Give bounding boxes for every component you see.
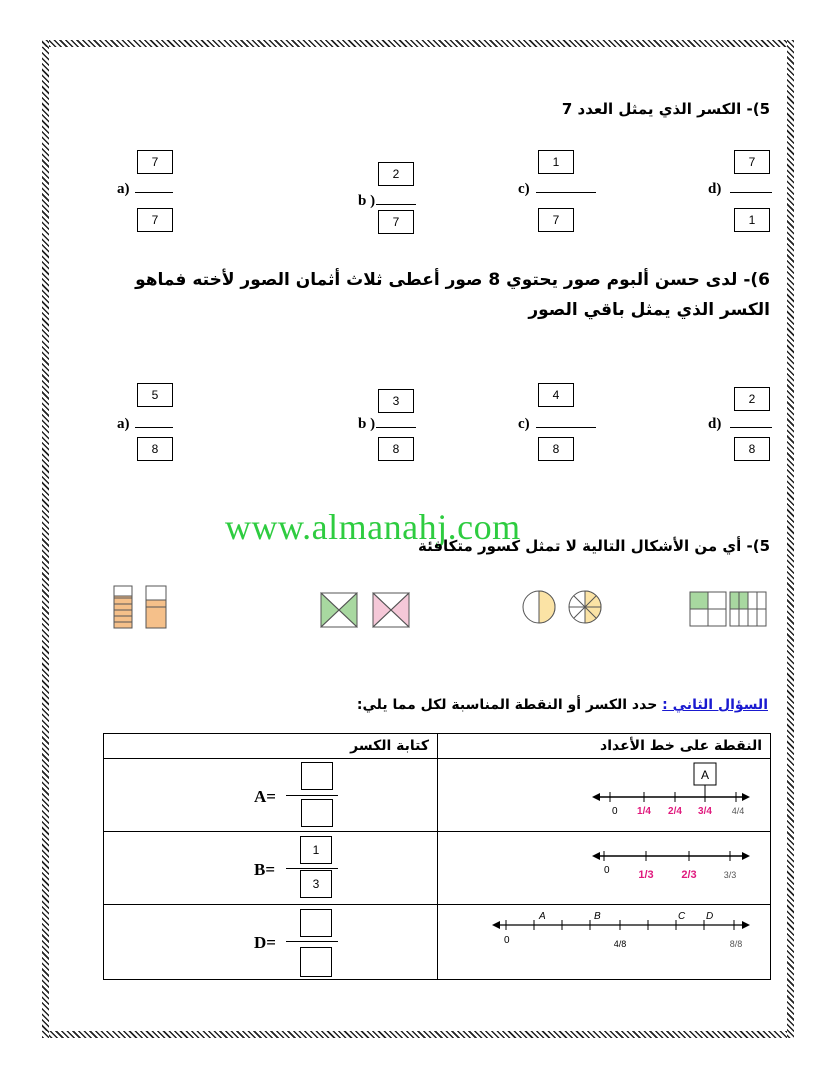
option-label: a) <box>117 416 130 432</box>
point-letter: B <box>594 911 601 922</box>
option-b[interactable] <box>358 381 468 471</box>
circles-shape[interactable] <box>523 591 601 623</box>
grid-shape[interactable] <box>690 592 766 626</box>
number-line-cell-d <box>438 905 771 980</box>
numerator-box: 7 <box>734 150 770 174</box>
option-label: b ) <box>358 416 376 432</box>
number-line-b <box>438 832 780 904</box>
denominator-box: 8 <box>378 437 414 461</box>
fraction-cell-d <box>104 905 438 980</box>
point-label: A <box>700 768 710 782</box>
denominator-box: 1 <box>734 208 770 232</box>
question-5b-title: 5)- أي من الأشكال التالية لا تمثل كسور متكافئة <box>418 537 770 555</box>
watermark: www.almanahj.com <box>225 507 521 547</box>
equivalence-shapes <box>108 580 788 632</box>
numerator-input[interactable] <box>301 762 333 790</box>
denominator-input[interactable] <box>300 947 332 977</box>
denominator-box: 7 <box>538 208 574 232</box>
tick-label: 1/4 <box>637 806 651 817</box>
question-6-line1: 6)- لدى حسن ألبوم صور يحتوي 8 صور أعطى ثلاث أثمان الصور لأخته فماهو <box>135 270 770 290</box>
option-d[interactable] <box>708 381 818 471</box>
tick-label: 3/4 <box>698 806 712 817</box>
section-2-prefix: السؤال الثاني : <box>662 697 768 713</box>
squares-shape[interactable] <box>321 593 409 627</box>
option-c[interactable] <box>518 146 628 236</box>
number-line-d <box>438 905 780 979</box>
tick-label: 3/3 <box>723 870 737 880</box>
question-6-text <box>110 265 770 325</box>
option-label: d) <box>708 416 722 432</box>
option-label: d) <box>708 181 722 197</box>
numerator-box: 7 <box>137 150 173 174</box>
option-d[interactable] <box>708 146 818 236</box>
tick-label: 8/8 <box>729 939 743 949</box>
denominator-box: 8 <box>137 437 173 461</box>
header-fraction: كتابة الكسر <box>104 734 438 759</box>
fraction-label: D= <box>254 933 276 952</box>
fraction-cell-b <box>104 832 438 905</box>
fraction-label: B= <box>254 860 276 879</box>
denominator-input[interactable]: 3 <box>300 870 332 898</box>
numerator-box: 5 <box>137 383 173 407</box>
bars-shape[interactable] <box>114 586 166 628</box>
option-a[interactable] <box>117 146 227 236</box>
numerator-box: 1 <box>538 150 574 174</box>
question-5a-title: 5)- الكسر الذي يمثل العدد 7 <box>561 100 770 118</box>
tick-label: 0 <box>604 865 610 876</box>
tick-label: 4/4 <box>731 806 745 816</box>
tick-label: 2/3 <box>681 869 697 881</box>
numerator-box: 2 <box>734 387 770 411</box>
numerator-input[interactable] <box>300 909 332 937</box>
number-line-a <box>438 759 780 831</box>
tick-label: 4/8 <box>613 939 627 949</box>
option-label: a) <box>117 181 130 197</box>
option-c[interactable] <box>518 381 628 471</box>
tick-label: 0 <box>504 935 510 946</box>
option-b[interactable] <box>358 158 468 248</box>
number-line-cell-b <box>438 832 771 905</box>
fraction-label: A= <box>254 787 276 806</box>
point-letter: C <box>678 911 686 922</box>
numerator-input[interactable]: 1 <box>300 836 332 864</box>
fraction-cell-a <box>104 759 438 832</box>
denominator-box: 8 <box>734 437 770 461</box>
number-line-cell-a <box>438 759 771 832</box>
numerator-box: 4 <box>538 383 574 407</box>
tick-label: 0 <box>612 806 618 817</box>
denominator-input[interactable] <box>301 799 333 827</box>
option-label: b ) <box>358 193 376 209</box>
denominator-box: 7 <box>378 210 414 234</box>
denominator-box: 7 <box>137 208 173 232</box>
option-label: c) <box>518 416 530 432</box>
numerator-box: 2 <box>378 162 414 186</box>
option-label: c) <box>518 181 530 197</box>
tick-label: 2/4 <box>668 806 682 817</box>
fraction-table <box>103 733 771 980</box>
section-2-heading <box>357 697 768 713</box>
header-number-line: النقطة على خط الأعداد <box>438 734 771 759</box>
section-2-text: حدد الكسر أو النقطة المناسبة لكل مما يلي: <box>356 697 663 713</box>
point-letter: D <box>706 911 714 922</box>
point-letter: A <box>539 911 546 922</box>
denominator-box: 8 <box>538 437 574 461</box>
question-6-line2: الكسر الذي يمثل باقي الصور <box>528 300 770 320</box>
option-a[interactable] <box>117 381 227 471</box>
tick-label: 1/3 <box>638 869 654 881</box>
numerator-box: 3 <box>378 389 414 413</box>
